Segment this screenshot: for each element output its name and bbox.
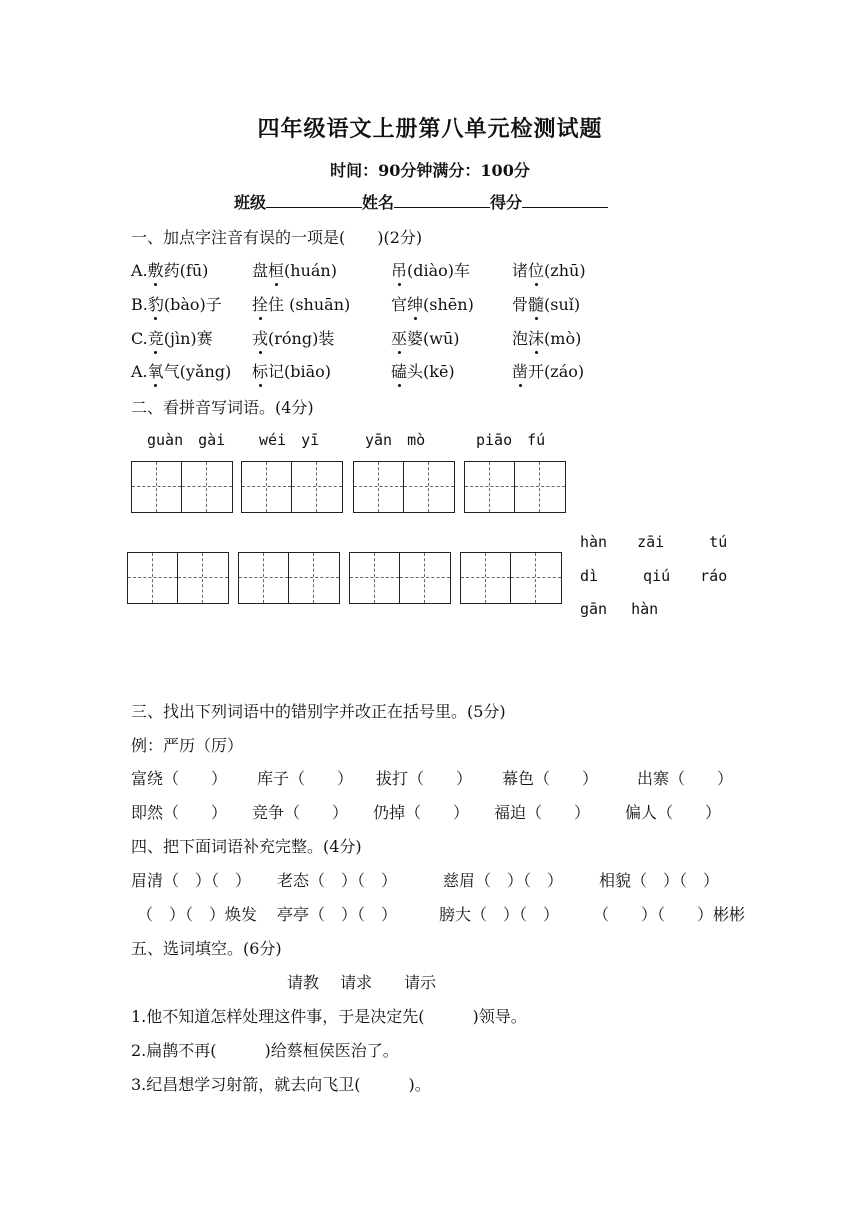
- score-label: 得分: [490, 193, 523, 212]
- pinyin-right-3: gān hàn: [580, 600, 659, 618]
- q3-example: 例：严历（厉）: [131, 736, 244, 755]
- dotted-character: 巫: [391, 329, 408, 348]
- q4-item[interactable]: 膀大（ ）（ ）: [439, 905, 560, 924]
- class-field[interactable]: [266, 191, 362, 208]
- option-text: (mò): [544, 329, 582, 348]
- pinyin-right-2: dì qiú ráo: [580, 567, 728, 585]
- writing-grid-8[interactable]: [460, 552, 562, 604]
- writing-grid-3[interactable]: [353, 461, 455, 513]
- option-text: 婆(wū): [407, 329, 460, 348]
- name-field[interactable]: [394, 191, 490, 208]
- q1-option: [391, 292, 474, 315]
- option-text: (huán): [284, 261, 337, 280]
- dotted-character: 凿: [512, 362, 529, 381]
- q4-item[interactable]: 眉清（ ）（ ）: [131, 871, 252, 890]
- writing-grid-2[interactable]: [241, 461, 343, 513]
- option-text: (róng)装: [268, 329, 335, 348]
- class-label: 班级: [234, 193, 267, 212]
- option-prefix: 官: [391, 295, 408, 314]
- dotted-character: 沫: [528, 329, 545, 348]
- writing-grid-1[interactable]: [131, 461, 233, 513]
- option-prefix: C.: [131, 329, 148, 348]
- score-field[interactable]: [522, 191, 608, 208]
- dotted-character: 髓: [528, 295, 545, 314]
- q1-option: [131, 292, 222, 315]
- q3-item[interactable]: 幕色（ ）: [502, 769, 599, 788]
- q1-option: [391, 258, 470, 281]
- student-info-line: [234, 190, 608, 213]
- page-title: 四年级语文上册第八单元检测试题: [257, 116, 603, 142]
- q4-item[interactable]: 相貌（ ）（ ）: [599, 871, 720, 890]
- option-text: (suǐ): [544, 295, 581, 314]
- dotted-character: 位: [528, 261, 545, 280]
- q1-option: [512, 359, 584, 382]
- q2-heading: 二、看拼音写词语。(4分): [131, 398, 314, 417]
- option-text: (diào)车: [407, 261, 471, 280]
- dotted-character: 戎: [252, 329, 269, 348]
- option-text: 药(fū): [163, 261, 209, 280]
- option-text: (zhū): [544, 261, 586, 280]
- q5-word-bank: 请教 请求 请示: [287, 973, 437, 992]
- dotted-character: 豹: [147, 295, 164, 314]
- dotted-character: 绅: [407, 295, 424, 314]
- option-prefix: 骨: [512, 295, 529, 314]
- q1-option: [512, 326, 581, 349]
- option-prefix: 泡: [512, 329, 529, 348]
- q4-item[interactable]: 老态（ ）（ ）: [277, 871, 398, 890]
- q1-option: [252, 258, 337, 281]
- name-label: 姓名: [362, 193, 395, 212]
- option-prefix: A.: [131, 362, 148, 381]
- q1-option: [131, 359, 231, 382]
- q4-item[interactable]: 慈眉（ ）（ ）: [443, 871, 564, 890]
- dotted-character: 桓: [268, 261, 285, 280]
- q1-option: [131, 326, 213, 349]
- option-prefix: A.: [131, 261, 148, 280]
- q5-item[interactable]: 1.他不知道怎样处理这件事，于是决定先( )领导。: [131, 1007, 527, 1026]
- writing-grid-6[interactable]: [238, 552, 340, 604]
- option-text: 住 (shuān): [268, 295, 351, 314]
- q3-item[interactable]: 福迫（ ）: [494, 803, 591, 822]
- q1-option: [252, 326, 334, 349]
- option-text: (jìn)赛: [163, 329, 213, 348]
- q1-heading: 一、加点字注音有误的一项是( )(2分): [131, 228, 423, 247]
- q5-item[interactable]: 2.扁鹊不再( )给蔡桓侯医治了。: [131, 1041, 399, 1060]
- q1-option: [252, 292, 350, 315]
- pinyin-2: wéi yī: [259, 431, 320, 449]
- q1-option: [512, 258, 586, 281]
- dotted-character: 敷: [147, 261, 164, 280]
- q3-heading: 三、找出下列词语中的错别字并改正在括号里。(5分): [131, 702, 506, 721]
- dotted-character: 拴: [252, 295, 269, 314]
- q3-item[interactable]: 拔打（ ）: [376, 769, 473, 788]
- writing-grid-7[interactable]: [349, 552, 451, 604]
- q3-item[interactable]: 出寨（ ）: [637, 769, 734, 788]
- dotted-character: 竞: [147, 329, 164, 348]
- pinyin-right-1: hàn zāi tú: [580, 533, 728, 551]
- q1-option: [391, 326, 460, 349]
- q4-heading: 四、把下面词语补充完整。(4分): [131, 837, 362, 856]
- q1-option: [131, 258, 208, 281]
- q3-item[interactable]: 仍掉（ ）: [373, 803, 470, 822]
- writing-grid-4[interactable]: [464, 461, 566, 513]
- pinyin-3: yān mò: [365, 431, 426, 449]
- q5-heading: 五、选词填空。(6分): [131, 939, 282, 958]
- q3-item[interactable]: 竞争（ ）: [252, 803, 349, 822]
- option-text: 头(kē): [407, 362, 455, 381]
- option-text: 开(záo): [528, 362, 585, 381]
- option-prefix: 诸: [512, 261, 529, 280]
- option-prefix: 盘: [252, 261, 269, 280]
- dotted-character: 吊: [391, 261, 408, 280]
- writing-grid-5[interactable]: [127, 552, 229, 604]
- dotted-character: 磕: [391, 362, 408, 381]
- q4-item[interactable]: （ ）（ ）焕发: [137, 905, 258, 924]
- option-text: 记(biāo): [268, 362, 332, 381]
- option-prefix: B.: [131, 295, 148, 314]
- option-text: 气(yǎng): [163, 362, 232, 381]
- q3-item[interactable]: 偏人（ ）: [625, 803, 722, 822]
- option-text: (bào)子: [163, 295, 222, 314]
- q1-option: [512, 292, 580, 315]
- q3-item[interactable]: 即然（ ）: [131, 803, 228, 822]
- q4-item[interactable]: 亭亭（ ）（ ）: [277, 905, 398, 924]
- q1-option: [391, 359, 455, 382]
- q5-item[interactable]: 3.纪昌想学习射箭，就去向飞卫( )。: [131, 1075, 431, 1094]
- pinyin-4: piāo fú: [476, 431, 546, 449]
- pinyin-1: guàn gài: [147, 431, 226, 449]
- q3-item[interactable]: 库子（ ）: [257, 769, 354, 788]
- q4-item[interactable]: （ ）（ ）彬彬: [593, 905, 746, 924]
- exam-subtitle: 时间：90分钟满分：100分: [330, 161, 530, 180]
- option-text: (shēn): [423, 295, 474, 314]
- dotted-character: 标: [252, 362, 269, 381]
- q3-item[interactable]: 富绕（ ）: [131, 769, 228, 788]
- dotted-character: 氧: [147, 362, 164, 381]
- q1-option: [252, 359, 331, 382]
